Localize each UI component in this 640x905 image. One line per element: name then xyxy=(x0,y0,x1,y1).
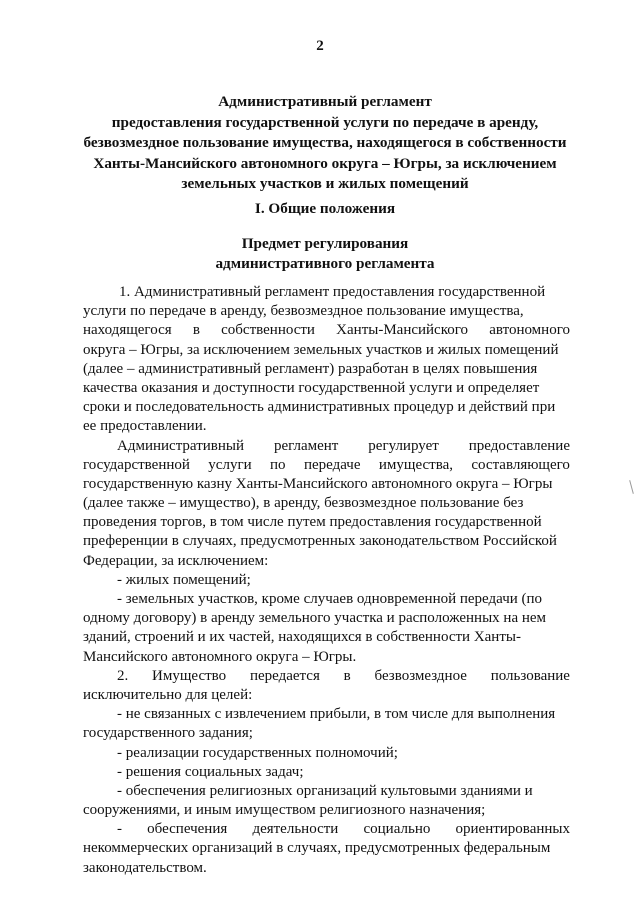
list-item xyxy=(83,820,570,839)
word: в xyxy=(343,667,351,684)
text-line: государственного задания; xyxy=(83,725,253,742)
word: имущества, xyxy=(378,456,453,473)
list-item: - реализации государственных полномочий; xyxy=(117,744,398,761)
word: в xyxy=(192,322,200,339)
text-line xyxy=(83,321,570,340)
page-number: 2 xyxy=(316,38,324,54)
text-line: Федерации, за исключением: xyxy=(83,552,269,569)
text-line xyxy=(83,437,570,456)
word: передается xyxy=(249,667,320,684)
word: передаче xyxy=(303,456,361,473)
word: автономного xyxy=(489,322,570,339)
document-title xyxy=(70,92,580,195)
title-line: предоставления государственной услуги по передаче в аренду, xyxy=(111,113,539,131)
text-line: (далее также – имущество), в аренду, безвозмездное пользование без xyxy=(83,495,524,512)
list-item: - жилых помещений; xyxy=(117,571,251,588)
title-line: Административный регламент xyxy=(218,93,432,110)
text-line xyxy=(83,667,570,686)
word: Ханты-Мансийского xyxy=(336,322,469,339)
word: предоставление xyxy=(468,437,570,454)
word: государственной xyxy=(83,456,190,473)
text-line: сроки и последовательность административных процедур и действий при xyxy=(83,399,556,416)
word: регулирует xyxy=(368,437,439,454)
text-line: ее предоставлении. xyxy=(83,418,207,435)
list-item: - обеспечения религиозных организаций культовыми зданиями и xyxy=(117,782,533,799)
word: обеспечения xyxy=(147,821,228,838)
text-line: сооружениями, и иным имуществом религиозного назначения; xyxy=(83,802,486,819)
text-line: 1. Административный регламент предоставления государственной xyxy=(119,284,546,300)
subsection-heading-line: административного регламента xyxy=(215,255,435,272)
title-line: Ханты-Мансийского автономного округа – Югры, за исключением xyxy=(93,154,557,172)
word: составляющего xyxy=(471,456,570,473)
word: по xyxy=(270,456,286,473)
title-line: безвозмездное пользование имущества, находящегося в собственности xyxy=(83,134,567,151)
text-line: проведения торгов, в том числе путем предоставления государственной xyxy=(83,514,542,531)
text-line: некоммерческих организаций в случаях, предусмотренных федеральным xyxy=(83,840,551,857)
title-line: земельных участков и жилых помещений xyxy=(181,175,469,192)
text-line: преференции в случаях, предусмотренных законодательством Российской xyxy=(83,533,557,550)
word: Имущество xyxy=(152,667,227,684)
word: безвозмездное xyxy=(374,667,467,684)
text-line: (далее – административный регламент) разработан в целях повышения xyxy=(83,360,538,377)
text-line: исключительно для целей: xyxy=(83,686,253,703)
text-line: государственную казну Ханты-Мансийского автономного округа – Югры xyxy=(83,475,553,492)
body-text xyxy=(83,283,570,878)
word: - xyxy=(117,821,122,838)
word: ориентированных xyxy=(455,821,570,838)
word: услуги xyxy=(208,456,252,473)
subsection-heading-line: Предмет регулирования xyxy=(241,235,409,252)
word: находящегося xyxy=(83,322,172,339)
list-item: - решения социальных задач; xyxy=(117,763,304,780)
list-item: - земельных участков, кроме случаев одновременной передачи (по xyxy=(117,591,543,607)
text-line: зданий, строений и их частей, находящихся в собственности Ханты- xyxy=(83,629,521,646)
word: 2. xyxy=(117,667,129,684)
text-line: округа – Югры, за исключением земельных участков и жилых помещений xyxy=(83,341,559,358)
word: пользование xyxy=(490,667,570,684)
section-heading: I. Общие положения xyxy=(254,200,396,217)
word: собственности xyxy=(221,322,315,339)
word: деятельности xyxy=(252,821,339,838)
scan-mark xyxy=(629,480,634,494)
word: регламент xyxy=(273,437,339,454)
word: социально xyxy=(363,821,431,838)
text-line: законодательством. xyxy=(83,859,207,876)
text-line: Мансийского автономного округа – Югры. xyxy=(83,648,357,665)
text-line: одному договору) в аренду земельного участка и расположенных на нем xyxy=(83,610,547,627)
text-line: качества оказания и доступности государственной услуги и определяет xyxy=(83,379,540,396)
word: Административный xyxy=(117,437,245,454)
list-item: - не связанных с извлечением прибыли, в том числе для выполнения xyxy=(117,706,556,723)
text-line xyxy=(83,456,570,475)
subsection-heading xyxy=(70,234,580,274)
text-line: услуги по передаче в аренду, безвозмездное пользование имущества, xyxy=(83,303,524,320)
